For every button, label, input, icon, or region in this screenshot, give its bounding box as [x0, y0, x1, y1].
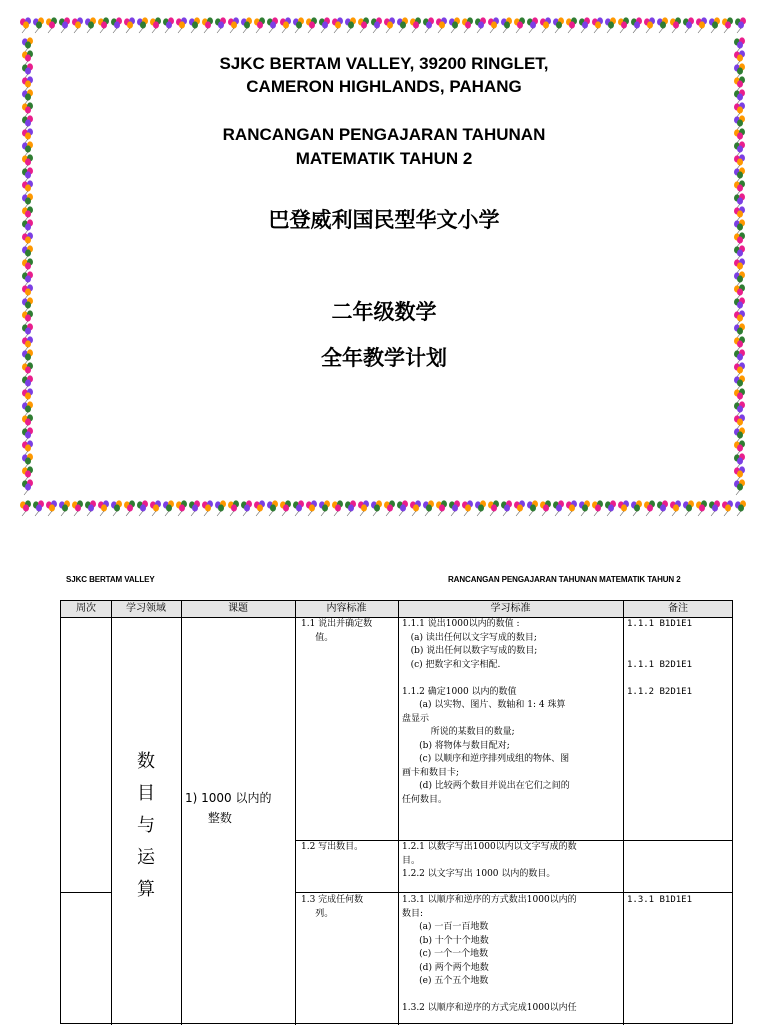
balloon-ornament	[553, 17, 564, 33]
balloon-ornament	[22, 388, 33, 404]
balloon-ornament	[696, 500, 707, 516]
balloon-ornament	[215, 500, 226, 516]
plan-title-line1: RANCANGAN PENGAJARAN TAHUNAN	[222, 125, 546, 144]
balloon-ornament	[293, 500, 304, 516]
balloon-ornament	[293, 17, 304, 33]
balloon-ornament	[33, 500, 44, 516]
balloon-ornament	[734, 479, 745, 495]
balloon-ornament	[696, 17, 707, 33]
balloon-ornament	[579, 500, 590, 516]
page-header-right: RANCANGAN PENGAJARAN TAHUNAN MATEMATIK TAHUN 2	[448, 575, 681, 584]
balloon-ornament	[605, 500, 616, 516]
balloon-ornament	[683, 17, 694, 33]
balloon-ornament	[449, 500, 460, 516]
plan-title-line2: MATEMATIK TAHUN 2	[295, 149, 473, 168]
col-header-week: 周次	[76, 603, 96, 614]
balloon-ornament	[527, 17, 538, 33]
balloon-ornament	[345, 17, 356, 33]
balloon-ornament	[734, 401, 745, 417]
learning-area-char: 算	[137, 879, 155, 900]
balloon-ornament	[592, 17, 603, 33]
balloon-ornament	[371, 17, 382, 33]
balloon-ornament	[85, 17, 96, 33]
topic-cell: 1) 1000 以内的 整数	[185, 791, 272, 825]
balloon-ornament	[488, 17, 499, 33]
balloon-ornament	[306, 17, 317, 33]
balloon-ornament	[423, 17, 434, 33]
balloon-ornament	[734, 232, 745, 248]
balloon-ornament	[267, 17, 278, 33]
school-name-line2: CAMERON HIGHLANDS, PAHANG	[246, 77, 522, 96]
balloon-ornament	[228, 17, 239, 33]
balloon-ornament	[514, 17, 525, 33]
balloon-ornament	[734, 427, 745, 443]
balloon-ornament	[176, 500, 187, 516]
balloon-ornament	[734, 440, 745, 456]
balloon-ornament	[592, 500, 603, 516]
remark-1-3-1-b1: 1.3.1 B1D1E1	[627, 895, 693, 905]
learning-standard-1-3: 1.3.1 以顺序和逆序的方式数出1000以内的 数目: (a) 一百一百地数 (b) 十个十个地数 (c) 一个一个地数 (d) 两个两个地数 (e) 五个五个地数 1.3.2 以顺序和逆序的方式完成1000以内任	[402, 895, 577, 1013]
school-name-line1: SJKC BERTAM VALLEY, 39200 RINGLET,	[219, 54, 549, 73]
col-header-remarks: 备注	[668, 603, 688, 614]
learning-standard-1-1: 1.1.1 说出1000以内的数值 : (a) 读出任何以文字写成的数目; (b) 说出任何以数字写成的数目; (c) 把数字和文字相配. 1.1.2 确定1000 以内的数值 (a) 以实物、图片、数轴和 1: 4 珠算 盘显示 所说的某数目的数量; (b) 将物体与数目配对; (c) 以顺序和逆序排列成组的物体、图 画卡和数目卡; (d) 比较两个数目并说出在它们之间的 任何数目。	[402, 619, 570, 805]
learning-area-label	[131, 746, 161, 906]
remark-1-1-1-b1: 1.1.1 B1D1E1	[627, 619, 693, 629]
balloon-ornament	[189, 500, 200, 516]
balloon-ornament	[22, 232, 33, 248]
remark-1-1-2-b2: 1.1.2 B2D1E1	[627, 687, 693, 697]
decorative-border-top	[18, 16, 750, 36]
balloon-ornament	[553, 500, 564, 516]
balloon-ornament	[280, 500, 291, 516]
col-header-learning-area: 学习领域	[126, 603, 166, 614]
decorative-border-bottom	[18, 499, 750, 519]
balloon-ornament	[22, 180, 33, 196]
balloon-ornament	[475, 17, 486, 33]
balloon-ornament	[734, 245, 745, 261]
balloon-ornament	[566, 500, 577, 516]
balloon-ornament	[734, 414, 745, 430]
balloon-ornament	[137, 17, 148, 33]
learning-standard-1-2: 1.2.1 以数字写出1000以内以文字写成的数 目。 1.2.2 以文字写出 1000 以内的数目。	[402, 842, 577, 879]
balloon-ornament	[722, 500, 733, 516]
balloon-ornament	[722, 17, 733, 33]
learning-area-char: 数	[137, 751, 155, 772]
balloon-ornament	[605, 17, 616, 33]
balloon-ornament	[462, 17, 473, 33]
balloon-ornament	[735, 500, 746, 516]
balloon-ornament	[150, 500, 161, 516]
balloon-ornament	[397, 17, 408, 33]
col-header-content-standard: 内容标准	[326, 603, 367, 614]
grid-line	[111, 601, 112, 1025]
balloon-ornament	[436, 500, 447, 516]
balloon-ornament	[657, 17, 668, 33]
balloon-ornament	[734, 271, 745, 287]
balloon-ornament	[683, 500, 694, 516]
balloon-ornament	[709, 500, 720, 516]
balloon-ornament	[670, 500, 681, 516]
school-name-chinese: 巴登威利国民型华文小学	[268, 208, 500, 232]
balloon-ornament	[631, 17, 642, 33]
balloon-ornament	[98, 500, 109, 516]
learning-area-char: 与	[137, 815, 155, 836]
balloon-ornament	[423, 500, 434, 516]
balloon-ornament	[527, 500, 538, 516]
balloon-ornament	[410, 500, 421, 516]
balloon-ornament	[462, 500, 473, 516]
learning-area-char: 目	[137, 783, 155, 804]
balloon-ornament	[22, 102, 33, 118]
balloon-ornament	[267, 500, 278, 516]
balloon-ornament	[98, 17, 109, 33]
balloon-ornament	[241, 500, 252, 516]
balloon-ornament	[332, 17, 343, 33]
balloon-ornament	[734, 258, 745, 274]
balloon-ornament	[137, 500, 148, 516]
balloon-ornament	[319, 500, 330, 516]
decorative-border-right	[730, 36, 750, 499]
balloon-ornament	[22, 37, 33, 53]
balloon-ornament	[228, 500, 239, 516]
balloon-ornament	[384, 17, 395, 33]
balloon-ornament	[306, 500, 317, 516]
balloon-ornament	[254, 500, 265, 516]
balloon-ornament	[22, 271, 33, 287]
content-standard-1-3: 1.3 完成任何数 列。	[301, 895, 364, 919]
balloon-ornament	[280, 17, 291, 33]
balloon-ornament	[514, 500, 525, 516]
balloon-ornament	[22, 414, 33, 430]
decorative-border-left	[18, 36, 38, 499]
balloon-ornament	[176, 17, 187, 33]
balloon-ornament	[22, 375, 33, 391]
balloon-ornament	[59, 500, 70, 516]
balloon-ornament	[22, 401, 33, 417]
balloon-ornament	[22, 245, 33, 261]
balloon-ornament	[59, 17, 70, 33]
balloon-ornament	[734, 180, 745, 196]
balloon-ornament	[20, 500, 31, 516]
balloon-ornament	[501, 17, 512, 33]
balloon-ornament	[566, 17, 577, 33]
balloon-ornament	[488, 500, 499, 516]
grid-line	[295, 892, 732, 893]
grid-line	[181, 601, 182, 1025]
balloon-ornament	[734, 453, 745, 469]
balloon-ornament	[72, 500, 83, 516]
cover-page	[18, 16, 750, 519]
remark-1-1-1-b2: 1.1.1 B2D1E1	[627, 660, 693, 670]
balloon-ornament	[475, 500, 486, 516]
balloon-ornament	[345, 500, 356, 516]
balloon-ornament	[618, 17, 629, 33]
table-header-row	[61, 601, 732, 617]
balloon-ornament	[501, 500, 512, 516]
balloon-ornament	[85, 500, 96, 516]
balloon-ornament	[72, 17, 83, 33]
balloon-ornament	[735, 17, 746, 33]
teaching-plan-table	[60, 600, 733, 1024]
balloon-ornament	[579, 17, 590, 33]
balloon-ornament	[734, 37, 745, 53]
balloon-ornament	[358, 500, 369, 516]
balloon-ornament	[33, 17, 44, 33]
grid-line	[61, 892, 111, 893]
balloon-ornament	[22, 258, 33, 274]
learning-area-char: 运	[137, 847, 155, 868]
balloon-ornament	[319, 17, 330, 33]
content-standard-1-1: 1.1 说出并确定数 值。	[301, 619, 373, 643]
col-header-learning-standard: 学习标准	[490, 603, 531, 614]
subject-chinese: 二年级数学	[331, 300, 437, 324]
balloon-ornament	[202, 500, 213, 516]
balloon-ornament	[20, 17, 31, 33]
balloon-ornament	[358, 17, 369, 33]
balloon-ornament	[449, 17, 460, 33]
balloon-ornament	[163, 500, 174, 516]
balloon-ornament	[734, 388, 745, 404]
balloon-ornament	[657, 500, 668, 516]
balloon-ornament	[540, 500, 551, 516]
balloon-ornament	[734, 375, 745, 391]
grid-line	[623, 601, 624, 1025]
balloon-ornament	[22, 440, 33, 456]
balloon-ornament	[371, 500, 382, 516]
balloon-ornament	[332, 500, 343, 516]
balloon-ornament	[215, 17, 226, 33]
balloon-ornament	[22, 427, 33, 443]
balloon-ornament	[540, 17, 551, 33]
balloon-ornament	[22, 466, 33, 482]
balloon-ornament	[644, 500, 655, 516]
balloon-ornament	[124, 17, 135, 33]
balloon-ornament	[22, 479, 33, 495]
balloon-ornament	[202, 17, 213, 33]
balloon-ornament	[397, 500, 408, 516]
balloon-ornament	[618, 500, 629, 516]
balloon-ornament	[734, 102, 745, 118]
balloon-ornament	[384, 500, 395, 516]
balloon-ornament	[124, 500, 135, 516]
page-header-left: SJKC BERTAM VALLEY	[66, 575, 155, 584]
balloon-ornament	[670, 17, 681, 33]
balloon-ornament	[410, 17, 421, 33]
balloon-ornament	[46, 500, 57, 516]
grid-line	[295, 601, 296, 1025]
balloon-ornament	[46, 17, 57, 33]
content-standard-1-2: 1.2 写出数目。	[301, 842, 364, 852]
plan-title-chinese: 全年教学计划	[321, 346, 447, 370]
balloon-ornament	[189, 17, 200, 33]
balloon-ornament	[436, 17, 447, 33]
balloon-ornament	[111, 17, 122, 33]
balloon-ornament	[631, 500, 642, 516]
balloon-ornament	[150, 17, 161, 33]
balloon-ornament	[163, 17, 174, 33]
balloon-ornament	[644, 17, 655, 33]
balloon-ornament	[111, 500, 122, 516]
balloon-ornament	[709, 17, 720, 33]
col-header-topic: 课题	[228, 603, 248, 614]
balloon-ornament	[241, 17, 252, 33]
balloon-ornament	[254, 17, 265, 33]
grid-line	[398, 601, 399, 1025]
balloon-ornament	[22, 453, 33, 469]
balloon-ornament	[734, 466, 745, 482]
